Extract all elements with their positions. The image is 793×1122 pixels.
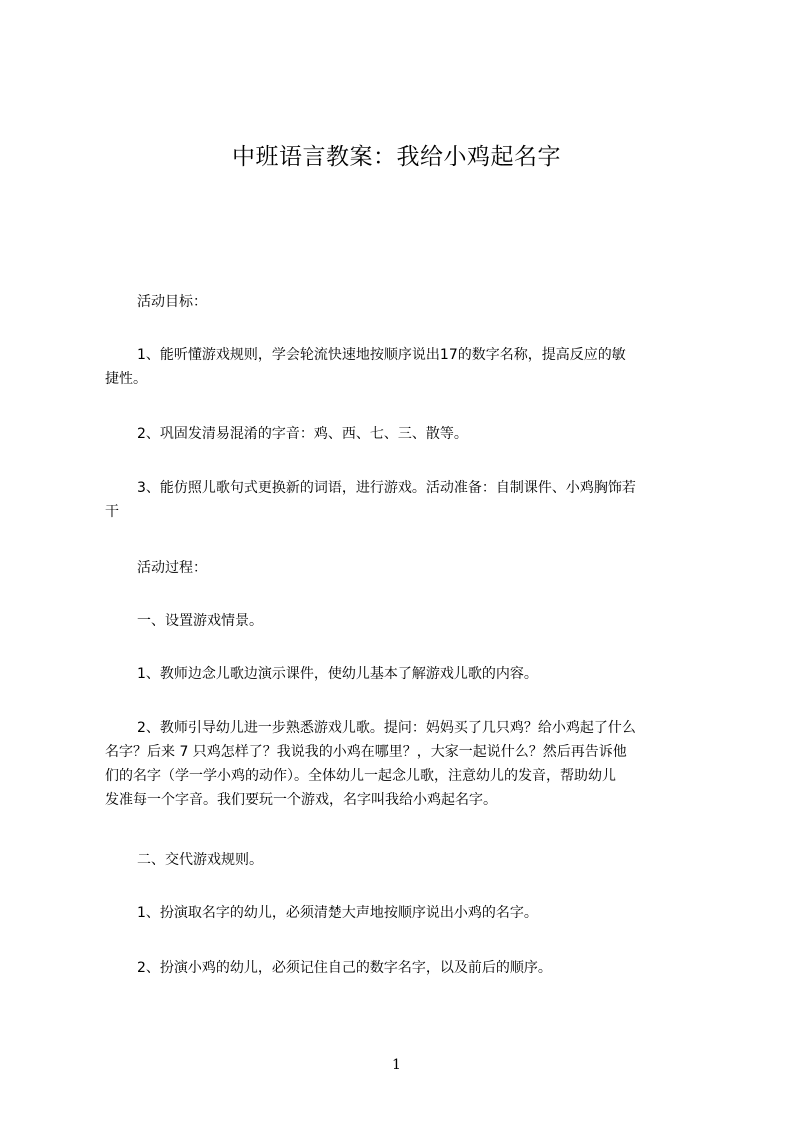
text-line: 2、扮演小鸡的幼儿，必须记住自己的数字名字，以及前后的顺序。 <box>137 960 552 976</box>
text-line: 活动目标： <box>137 294 207 310</box>
text-line: 3、能仿照儿歌句式更换新的词语，进行游戏。活动准备：自制课件、小鸡胸饰若 <box>137 480 636 496</box>
document-title: 中班语言教案：我给小鸡起名字 <box>232 144 561 170</box>
text-line: 1、教师边念儿歌边演示课件，使幼儿基本了解游戏儿歌的内容。 <box>137 666 538 682</box>
section-1-step-2 <box>105 716 717 812</box>
text-line: 1、能听懂游戏规则，学会轮流快速地按顺序说出17的数字名称，提高反应的敏 <box>137 347 626 363</box>
section-2-rule-1 <box>105 901 749 925</box>
text-line: 活动过程： <box>137 560 207 576</box>
section-1-heading <box>105 609 749 633</box>
objective-3 <box>105 476 717 524</box>
objective-1 <box>105 343 717 391</box>
section-2-rule-2 <box>105 956 749 980</box>
text-line: 2、巩固发清易混淆的字音：鸡、西、七、三、散等。 <box>137 426 468 442</box>
section-2-heading <box>105 848 749 872</box>
text-line: 2、教师引导幼儿进一步熟悉游戏儿歌。提问：妈妈买了几只鸡？给小鸡起了什么 <box>137 720 636 736</box>
text-line: 1、扮演取名字的幼儿，必须清楚大声地按顺序说出小鸡的名字。 <box>137 905 538 921</box>
text-line: 发准每一个字音。我们要玩一个游戏，名字叫我给小鸡起名字。 <box>105 792 497 808</box>
text-line: 捷性。 <box>105 371 147 387</box>
text-line: 干 <box>105 504 119 520</box>
page-number: 1 <box>392 1057 401 1073</box>
text-line: 一、设置游戏情景。 <box>137 613 263 629</box>
objectives-heading <box>105 290 749 314</box>
section-1-step-1 <box>105 662 749 686</box>
objective-2 <box>105 422 749 446</box>
text-line: 名字？后来 7 只鸡怎样了？我说我的小鸡在哪里？，大家一起说什么？然后再告诉他 <box>105 744 627 760</box>
text-line: 二、交代游戏规则。 <box>137 852 263 868</box>
process-heading <box>105 556 749 580</box>
text-line: 们的名字（学一学小鸡的动作）。全体幼儿一起念儿歌，注意幼儿的发音，帮助幼儿 <box>105 768 616 784</box>
